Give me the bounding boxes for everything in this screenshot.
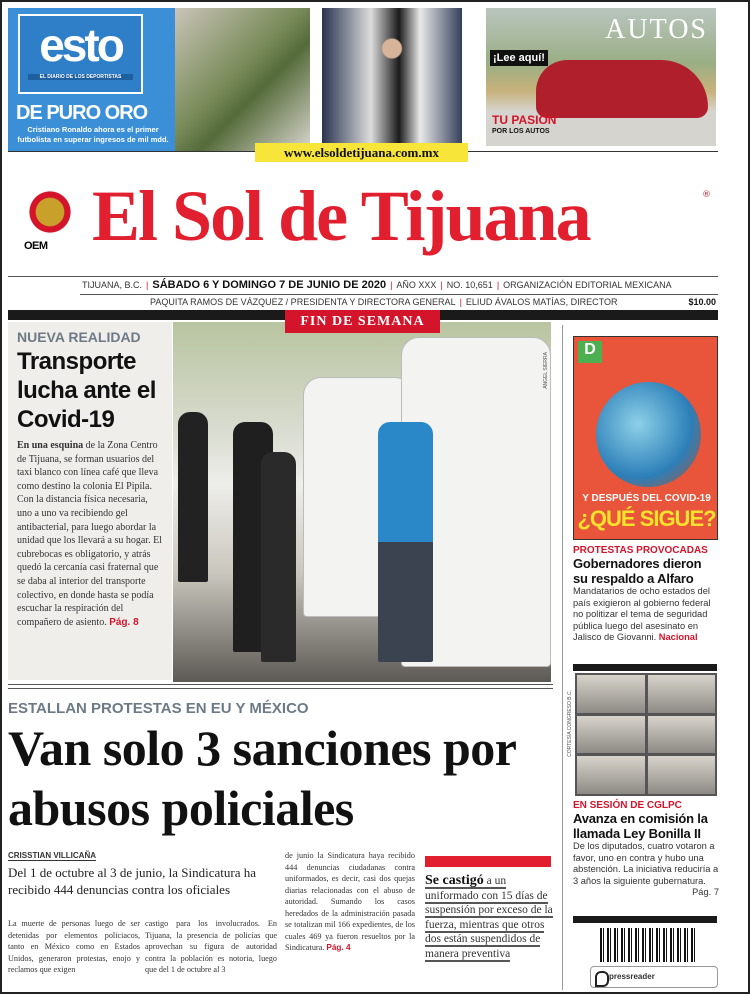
esto-promo[interactable] [8,8,175,151]
story-kicker: PROTESTAS PROVOCADAS [573,545,708,556]
main-headline[interactable]: Van solo 3 sanciones por abusos policiales [8,720,516,836]
registered-mark: ® [702,190,711,200]
story-kicker: EN SESIÓN DE CGLPC [573,800,682,811]
autos-title: AUTOS [605,14,708,45]
divider [8,276,718,277]
cover-line1: Y DESPUÉS DEL COVID-19 [582,493,711,504]
story-headline: Avanza en comisión la llamada Ley Bonilla II [573,811,708,841]
divider [573,664,717,671]
column-divider [562,325,563,990]
body-column-1: La muerte de personas luego de ser detenidas por elementos policiacos, tanto en México como en Estados Unidos, generaron protestas, enojo y reclamos que exigen [8,919,140,974]
year: AÑO XXX [396,280,437,290]
website-link[interactable]: www.elsoldetijuana.com.mx [255,143,468,162]
story-ley-bonilla[interactable] [573,800,719,899]
barcode [600,928,696,962]
esto-summary: Cristiano Ronaldo ahora es el primer futbolista en superar ingresos de mil mdd. [17,125,169,144]
story-governors[interactable] [573,545,719,644]
soccer-photo [175,8,310,151]
divider [80,294,718,295]
photo-credit: CORTESÍA CONGRESO B.C. [567,690,573,757]
photo-credit: ÁNGEL SIERRA [543,352,549,389]
main-kicker: ESTALLAN PROTESTAS EN EU Y MÉXICO [8,700,309,717]
lead-story[interactable] [8,322,172,680]
video-call-photo [575,673,717,796]
body-column-2: castigo para los involucrados. En Tijuana, la presencia de policías que aprovechan su figura de autoridad contra la población es notoria, luego que del 1 de octubre al 3 [145,919,277,974]
divider [8,688,553,689]
ronaldo-photo [322,8,462,143]
organization: ORGANIZACIÓN EDITORIAL MEXICANA [503,280,672,290]
sidebar-quote: Se castigó a un uniformado con 15 días de suspensión por exceso de la fuerza, mientras que otros dos están suspendidos de manera preventiva [425,873,553,960]
cover-line2: ¿QUÉ SIGUE? [577,506,716,531]
globe-illustration [596,382,701,487]
director: ELIUD ÁVALOS MATÍAS, DIRECTOR [465,297,618,307]
section-tab[interactable]: FIN DE SEMANA [285,310,440,333]
car-image [536,60,708,118]
main-deck: Del 1 de octubre al 3 de junio, la Sindicatura ha recibido 444 denuncias contra los oficiales [8,865,257,897]
esto-logo: esto EL DIARIO DE LOS DEPORTISTAS [18,14,143,94]
issue-number: NO. 10,651 [446,280,493,290]
sun-logo-icon [24,186,76,238]
autos-promo[interactable] [486,8,716,146]
autos-slogan: TU PASIÓN POR LOS AUTOS [492,113,557,135]
lead-kicker: NUEVA REALIDAD [17,329,141,345]
lead-headline: Transporte lucha ante el Covid-19 [17,348,156,433]
president: PAQUITA RAMOS DE VÁZQUEZ / PRESIDENTA Y DIRECTORA GENERAL [150,297,456,307]
lead-body: En una esquina de la Zona Centro de Tijuana, se forman usuarios del taxi blanco con línea café que lleva como destino la colonia El Pipila. Con la distancia física necesaria, uno a uno va recibiendo gel antibacterial, para luego abordar la unidad que los llevará a su hogar. El cubrebocas es obligatorio, y atrás quedó la cercanía casi fraternal que se daba al interior del transporte colectivo, en donde hasta se podía escuchar la respiración del compañero de asiento. Pág. 8 [17,440,162,628]
sidebar-bar [425,856,551,867]
price: $10.00 [688,297,716,307]
read-here-label[interactable]: ¡Lee aquí! [490,50,548,66]
story-headline: Gobernadores dieron su respaldo a Alfaro [573,556,702,586]
story-body: De los diputados, cuatro votaron a favor, uno en contra y hubo una abstención. La iniciativa reduciría a 3 años la siguiente gubernatura. [573,841,719,886]
byline: CRISSTIAN VILLICAÑA [8,851,96,860]
newspaper-title: El Sol de Tijuana [92,176,590,256]
page-ref-link[interactable]: Pág. 4 [326,943,351,952]
esto-headline: DE PURO ORO [16,102,148,124]
magazine-cover[interactable] [573,336,718,540]
city: TIJUANA, B.C. [82,280,143,290]
story-body: Mandatarios de ocho estados del país exigieron al gobierno federal no politizar el tema de seguridad pública luego del asesinato en Jalisco de Giovanni. Nacional [573,586,711,642]
transport-photo [173,322,551,682]
magazine-badge: D [578,341,602,363]
page-ref-link[interactable]: Pág. 8 [109,616,139,628]
staff-info: PAQUITA RAMOS DE VÁZQUEZ / PRESIDENTA Y DIRECTORA GENERAL | ELIUD ÁVALOS MATÍAS, DIRECTOR [150,297,618,307]
edition-info: TIJUANA, B.C. | SÁBADO 6 Y DOMINGO 7 DE JUNIO DE 2020 | AÑO XXX | NO. 10,651 | ORGANIZACIÓN EDITORIAL MEXICANA [82,279,672,291]
body-column-3: de junio la Sindicatura haya recibido 444 denuncias ciudadanas contra uniformados, es decir, casi dos quejas diarias relacionadas con el abuso de autoridad. Sumando los casos heredados de la administración pasada se totalizan mil 166 expedientes, de los cuales 469 ya fueron resueltos por la Sindicatura. Pág. 4 [285,851,415,952]
divider [8,684,553,685]
oem-logo: OEM [24,240,48,252]
pressreader-logo[interactable]: pressreader [590,966,718,988]
section-ref-link[interactable]: Nacional [658,632,698,642]
divider [573,916,717,923]
edition-date: SÁBADO 6 Y DOMINGO 7 DE JUNIO DE 2020 [152,279,387,291]
page-ref-link[interactable]: Pág. 7 [692,887,719,897]
